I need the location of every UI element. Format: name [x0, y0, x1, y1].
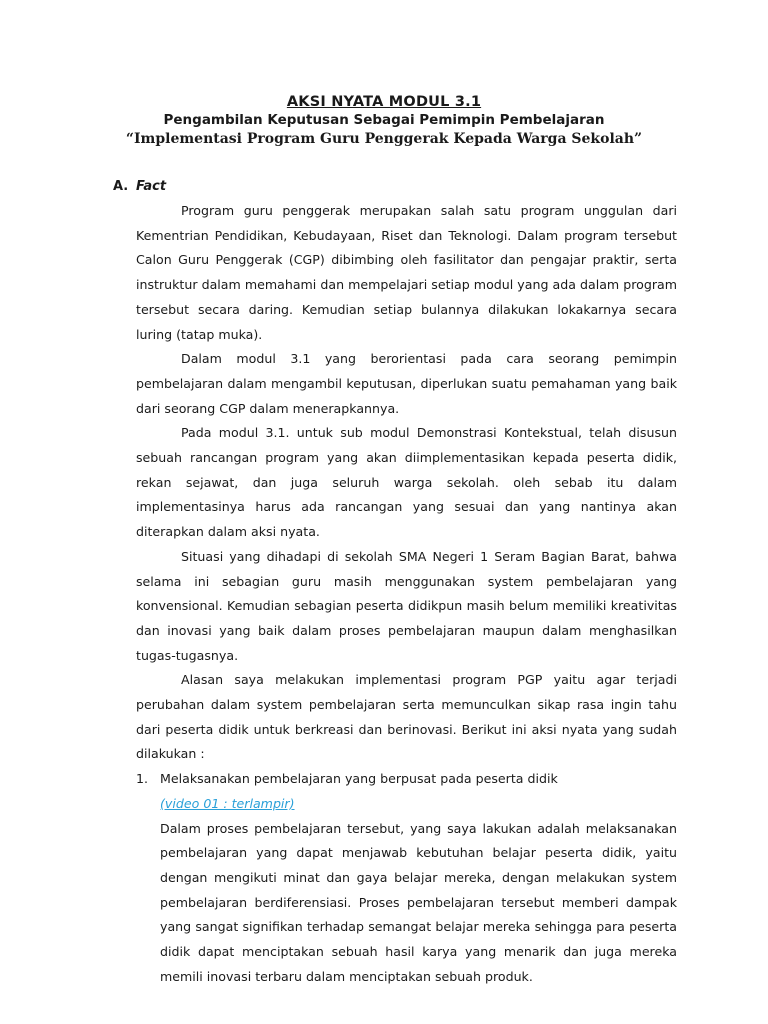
document-title: AKSI NYATA MODUL 3.1: [286, 94, 482, 110]
paragraph: Alasan saya melakukan implementasi program PGP yaitu agar terjadi perubahan dalam system pembelajaran serta memunculkan sikap rasa ingin tahu dari peserta didik untuk berkreasi dan berinovasi. Berikut ini aksi nyata yang sudah dilakukan :: [136, 672, 677, 762]
paragraph: Pada modul 3.1. untuk sub modul Demonstrasi Kontekstual, telah disusun sebuah rancangan program yang akan diimplementasikan kepada peserta didik, rekan sejawat, dan juga seluruh warga sekolah. oleh sebab itu dalam implementasinya harus ada rancangan yang sesuai dan yang nantinya akan diterapkan dalam aksi nyata.: [136, 425, 677, 540]
paragraph: Dalam modul 3.1 yang berorientasi pada cara seorang pemimpin pembelajaran dalam mengambil keputusan, diperlukan suatu pemahaman yang baik dari seorang CGP dalam menerapkannya.: [136, 351, 677, 416]
section-title: Fact: [136, 179, 167, 194]
paragraph: Situasi yang dihadapi di sekolah SMA Negeri 1 Seram Bagian Barat, bahwa selama ini sebagian guru masih menggunakan system pembelajaran yang konvensional. Kemudian sebagian peserta didikpun masih belum memiliki kreativitas dan inovasi yang baik dalam proses pembelajaran maupun dalam menghasilkan tugas-tugasnya.: [136, 548, 677, 663]
document-body: [136, 199, 677, 990]
list-item-title: Melaksanakan pembelajaran yang berpusat pada peserta didik: [160, 771, 558, 787]
paragraph: Program guru penggerak merupakan salah satu program unggulan dari Kementrian Pendidikan, Kebudayaan, Riset dan Teknologi. Dalam program tersebut Calon Guru Penggerak (CGP) dibimbing oleh fasilitator dan pengajar praktir, serta instruktur dalam memahami dan mempelajari setiap modul yang ada dalam program tersebut secara daring. Kemudian setiap bulannya dilakukan lokakarnya secara luring (tatap muka).: [136, 203, 677, 342]
video-link[interactable]: (video 01 : terlampir): [160, 795, 295, 811]
action-list: [136, 767, 677, 989]
document-subtitle: Pengambilan Keputusan Sebagai Pemimpin Pembelajaran: [163, 112, 605, 128]
list-item: [136, 767, 677, 989]
document-quote-title: “Implementasi Program Guru Penggerak Kepada Warga Sekolah”: [125, 131, 643, 147]
list-item-number: 1.: [136, 771, 149, 787]
list-item-text: Dalam proses pembelajaran tersebut, yang saya lakukan adalah melaksanakan pembelajaran yang dapat menjawab kebutuhan belajar peserta didik, yaitu dengan mengikuti minat dan gaya belajar mereka, dengan melakukan system pembelajaran berdiferensiasi. Proses pembelajaran tersebut memberi dampak yang sangat signifikan terhadap semangat belajar mereka sehingga para peserta didik dapat menciptakan sebuah hasil karya yang menarik dan juga mereka memili inovasi terbaru dalam menciptakan sebuah produk.: [160, 820, 677, 984]
section-letter: A.: [113, 179, 129, 194]
section-heading: [113, 178, 166, 196]
document-header: [0, 93, 768, 149]
